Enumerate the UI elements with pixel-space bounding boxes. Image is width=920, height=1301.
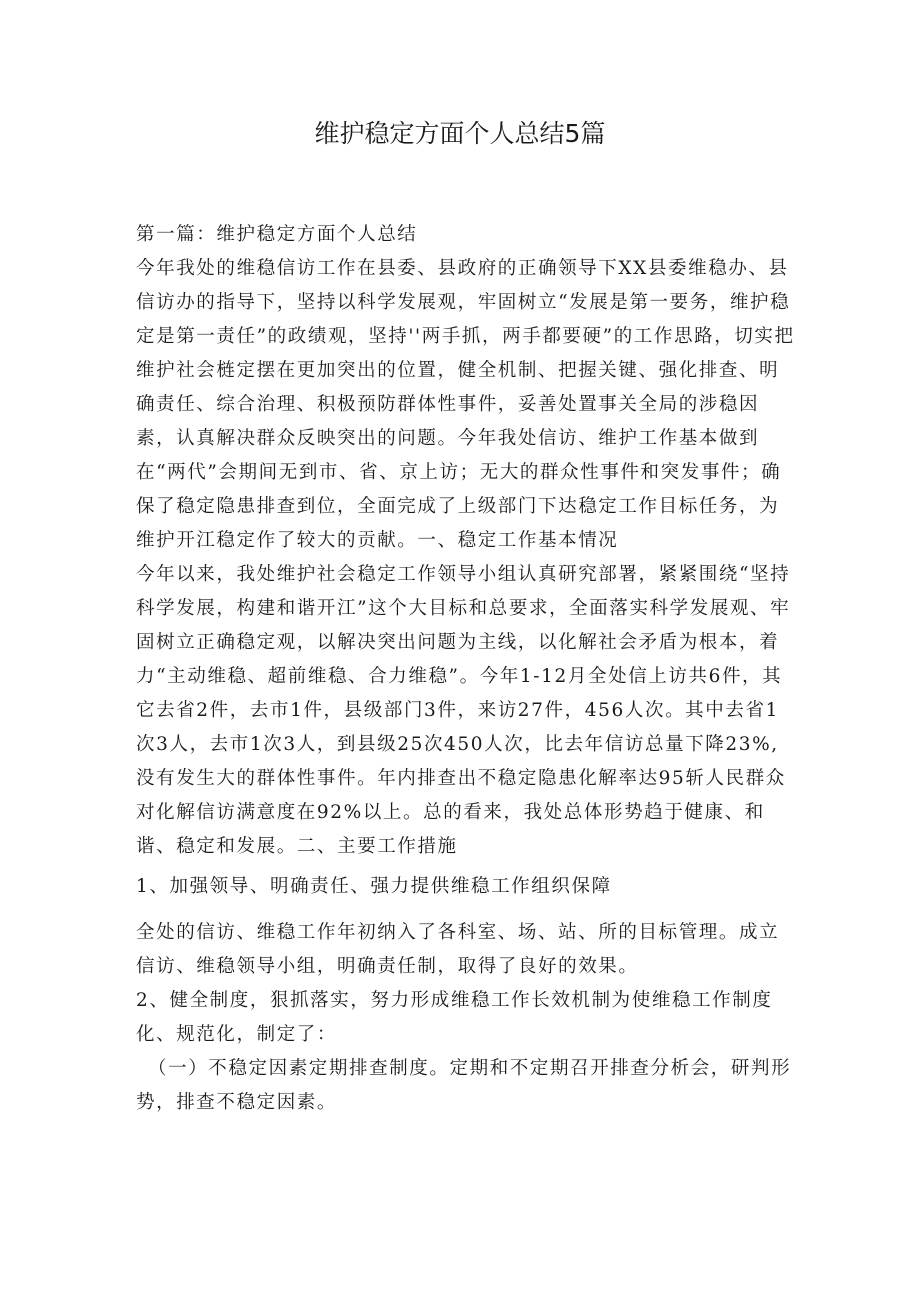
paragraph-3: 全处的信访、维稳工作年初纳入了各科室、场、站、所的目标管理。成立信访、维稳领导小组，明确责任制，取得了良好的效果。 (136, 922, 780, 977)
section-heading: 第一篇：维护稳定方面个人总结 (136, 224, 418, 245)
list-item-1: 1、加强领导、明确责任、强力提供维稳工作组织保障 (136, 876, 612, 897)
sub-item-1: （一）不稳定因素定期排查制度。定期和不定期召开排查分析会，研判形势，排查不稳定因素。 (136, 1058, 792, 1113)
paragraph-2: 今年以来，我处维护社会稳定工作领导小组认真研究部署，紧紧围绕“坚持科学发展，构建和谐开江”这个大目标和总要求，全面落实科学发展观、牢固树立正确稳定观，以解决突出问题为主线，以化解社会矛盾为根本，着力“主动维稳、超前维稳、合力维稳”。今年1-12月全处信上访共6件，其它去省2件，去市1件，县级部门3件，来访27件，456人次。其中去省1次3人，去市1次3人，到县级25次450人次，比去年信访总量下降23%,没有发生大的群体性事件。年内排查出不稳定隐患化解率达95斩人民群众对化解信访满意度在92%以上。总的看来，我处总体形势趋于健康、和谐、稳定和发展。二、主要工作措施 (136, 564, 791, 857)
document-body-part-1 (136, 218, 796, 864)
paragraph-1: 今年我处的维稳信访工作在县委、县政府的正确领导下XX县委维稳办、县信访办的指导下，坚持以科学发展观，牢固树立“发展是第一要务，维护稳定是第一责任”的政绩观，坚持''两手抓，两手都要硬”的工作思路，切实把维护社会梿定摆在更加突出的位置，健全机制、把握关键、强化排查、明确责任、综合治理、积极预防群体性事件，妥善处置事关全局的涉稳因素，认真解决群众反映突出的问题。今年我处信访、维护工作基本做到在“两代”会期间无到市、省、京上访；无大的群众性事件和突发事件；确保了稳定隐患排查到位，全面完成了上级部门下达稳定工作目标任务，为维护开江稳定作了较大的贡献。一、稳定工作基本情况 (136, 258, 795, 551)
document-body-part-3 (136, 916, 796, 1120)
document-title: 维护稳定方面个人总结5篇 (314, 119, 606, 148)
list-item-2: 2、健全制度，狠抓落实，努力形成维稳工作长效机制为使维稳工作制度化、规范化，制定了： (136, 990, 773, 1045)
document-body-part-2 (136, 870, 796, 904)
